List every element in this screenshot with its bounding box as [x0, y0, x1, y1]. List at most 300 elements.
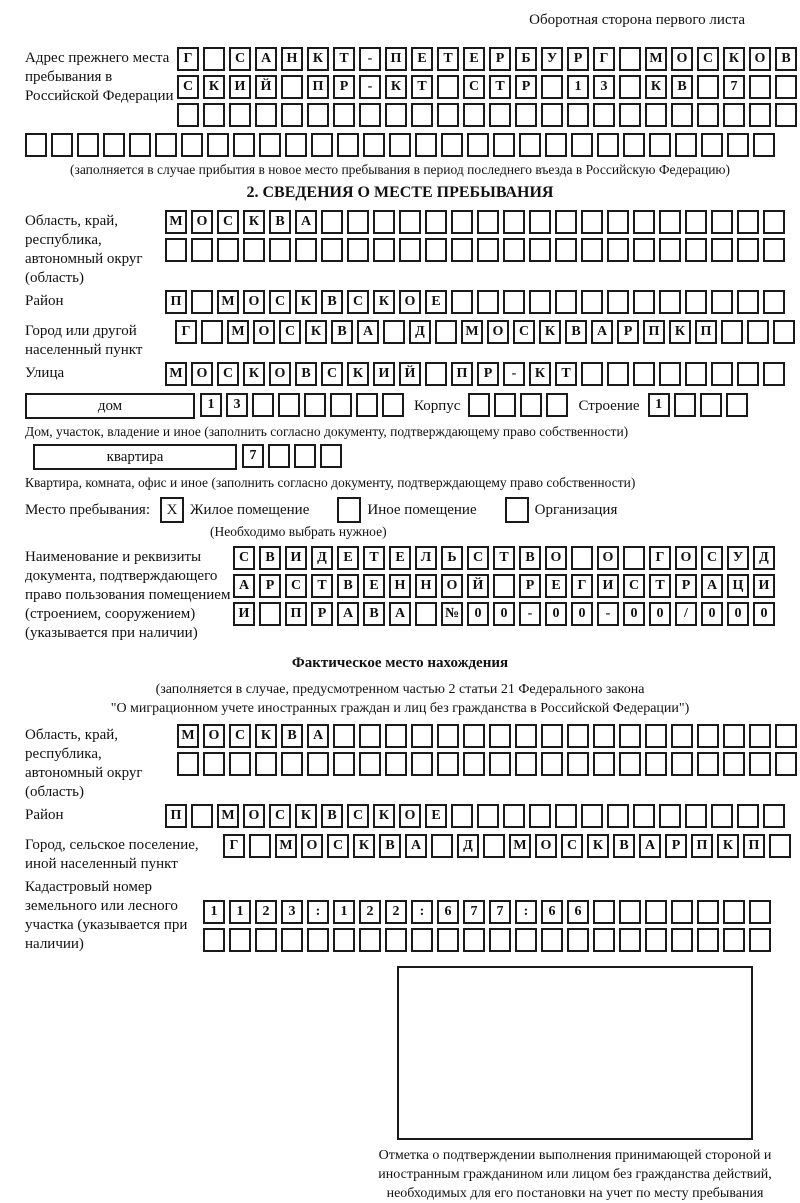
char-box: С — [467, 546, 489, 570]
char-box — [201, 320, 223, 344]
char-box: В — [379, 834, 401, 858]
char-box: Т — [411, 75, 433, 99]
char-box: Р — [477, 362, 499, 386]
char-box: А — [295, 210, 317, 234]
char-box — [389, 133, 411, 157]
kadastr-label: Кадастровый номер земельного или лесного участка (указывается при наличии) — [25, 879, 188, 952]
char-box — [546, 393, 568, 417]
char-box — [467, 133, 489, 157]
kadastr-boxes — [203, 876, 775, 956]
char-box: А — [389, 602, 411, 626]
char-box: С — [701, 546, 723, 570]
char-box — [431, 834, 453, 858]
field-oblast — [25, 210, 775, 288]
char-box: Г — [177, 47, 199, 71]
char-box — [411, 752, 433, 776]
char-box — [468, 393, 490, 417]
kvartira-type-box: квартира — [33, 444, 237, 470]
char-box — [385, 928, 407, 952]
char-box — [181, 133, 203, 157]
char-box: К — [723, 47, 745, 71]
char-box — [697, 900, 719, 924]
char-box — [489, 103, 511, 127]
char-box — [633, 362, 655, 386]
char-box — [555, 804, 577, 828]
char-box — [359, 103, 381, 127]
char-box-row — [165, 804, 789, 828]
char-box: Т — [363, 546, 385, 570]
char-box — [330, 393, 352, 417]
char-box: С — [217, 362, 239, 386]
char-box-row — [177, 752, 800, 776]
char-box — [255, 928, 277, 952]
char-box — [463, 928, 485, 952]
char-box — [633, 210, 655, 234]
char-box — [701, 133, 723, 157]
char-box — [269, 238, 291, 262]
char-box — [229, 928, 251, 952]
char-box: Т — [555, 362, 577, 386]
rayon-label: Район — [25, 293, 64, 309]
char-box: К — [717, 834, 739, 858]
char-box: П — [451, 362, 473, 386]
char-box — [775, 724, 797, 748]
char-box: № — [441, 602, 463, 626]
char-box — [645, 103, 667, 127]
char-box — [529, 290, 551, 314]
char-box — [259, 602, 281, 626]
char-box: П — [165, 804, 187, 828]
char-box — [555, 290, 577, 314]
char-box: С — [623, 574, 645, 598]
char-box — [659, 804, 681, 828]
kvartira-caption: Квартира, комната, офис и иное (заполнить согласно документу, подтверждающему право собственности) — [25, 475, 636, 490]
ulitsa-label: Улица — [25, 365, 65, 381]
char-box — [711, 804, 733, 828]
char-box — [307, 103, 329, 127]
char-box: М — [165, 210, 187, 234]
char-box — [385, 752, 407, 776]
char-box — [723, 103, 745, 127]
char-box: Р — [489, 47, 511, 71]
char-box: К — [243, 362, 265, 386]
char-box: С — [347, 804, 369, 828]
char-box: Р — [333, 75, 355, 99]
char-box: С — [233, 546, 255, 570]
char-box-row — [233, 574, 779, 598]
char-box — [775, 752, 797, 776]
char-box — [333, 724, 355, 748]
field-oblast-2 — [25, 724, 775, 802]
char-box — [373, 238, 395, 262]
char-box: В — [269, 210, 291, 234]
char-box: Р — [259, 574, 281, 598]
char-box: К — [243, 210, 265, 234]
char-box — [415, 133, 437, 157]
char-box — [697, 103, 719, 127]
char-box: У — [541, 47, 563, 71]
char-box — [347, 238, 369, 262]
char-box — [619, 752, 641, 776]
char-box — [581, 238, 603, 262]
char-box — [337, 133, 359, 157]
factual-title: Фактическое место нахождения — [291, 655, 509, 671]
char-box — [307, 928, 329, 952]
char-box — [385, 103, 407, 127]
char-box — [515, 103, 537, 127]
rayon-2-label: Район — [25, 807, 64, 823]
char-box: Л — [415, 546, 437, 570]
char-box — [685, 290, 707, 314]
char-box — [607, 362, 629, 386]
char-box — [529, 210, 551, 234]
char-box: М — [227, 320, 249, 344]
char-box: С — [285, 574, 307, 598]
char-box: / — [675, 602, 697, 626]
stamp-area — [378, 966, 775, 1203]
char-box: Д — [311, 546, 333, 570]
char-box — [737, 290, 759, 314]
char-box: Д — [753, 546, 775, 570]
char-box — [411, 928, 433, 952]
char-box: И — [285, 546, 307, 570]
char-box: П — [385, 47, 407, 71]
char-box — [243, 238, 265, 262]
char-box-row-overflow — [25, 133, 775, 157]
char-box — [633, 804, 655, 828]
char-box: 7 — [723, 75, 745, 99]
char-box — [307, 752, 329, 776]
char-box — [737, 804, 759, 828]
char-box — [333, 103, 355, 127]
char-box — [489, 928, 511, 952]
char-box: - — [503, 362, 525, 386]
char-box — [753, 133, 775, 157]
char-box: Ь — [441, 546, 463, 570]
char-box — [463, 724, 485, 748]
char-box: О — [399, 290, 421, 314]
char-box — [645, 928, 667, 952]
field-gorod — [25, 320, 775, 360]
char-box — [383, 320, 405, 344]
checkbox-organizatsiya — [505, 497, 529, 523]
char-box: Н — [389, 574, 411, 598]
char-box — [129, 133, 151, 157]
char-box: 1 — [648, 393, 670, 417]
char-box — [177, 752, 199, 776]
char-box — [711, 290, 733, 314]
char-box — [726, 393, 748, 417]
char-box — [645, 752, 667, 776]
char-box-row — [177, 47, 800, 71]
char-box — [295, 238, 317, 262]
char-box — [545, 133, 567, 157]
char-box — [281, 103, 303, 127]
char-box — [775, 75, 797, 99]
char-box — [503, 210, 525, 234]
char-box — [645, 724, 667, 748]
char-box: Р — [665, 834, 687, 858]
char-box: 7 — [489, 900, 511, 924]
char-box — [477, 210, 499, 234]
char-box — [685, 238, 707, 262]
char-box: К — [255, 724, 277, 748]
char-box — [281, 75, 303, 99]
char-box: Д — [409, 320, 431, 344]
char-box: 1 — [200, 393, 222, 417]
char-box: Ц — [727, 574, 749, 598]
char-box — [333, 752, 355, 776]
char-box — [356, 393, 378, 417]
char-box: Т — [493, 546, 515, 570]
char-box — [515, 928, 537, 952]
char-box: А — [255, 47, 277, 71]
char-box — [659, 210, 681, 234]
char-box — [437, 752, 459, 776]
char-box: В — [519, 546, 541, 570]
char-box — [503, 804, 525, 828]
char-box: В — [331, 320, 353, 344]
char-box: В — [775, 47, 797, 71]
char-box: Т — [311, 574, 333, 598]
char-box — [255, 103, 277, 127]
char-box: А — [337, 602, 359, 626]
char-box — [363, 133, 385, 157]
char-box — [581, 362, 603, 386]
char-box — [541, 752, 563, 776]
char-box-row — [177, 724, 800, 748]
char-box — [749, 752, 771, 776]
char-box — [737, 238, 759, 262]
char-box — [203, 47, 225, 71]
char-box: С — [347, 290, 369, 314]
char-box: С — [229, 724, 251, 748]
char-box — [285, 133, 307, 157]
char-box: Р — [515, 75, 537, 99]
char-box: 3 — [226, 393, 248, 417]
char-box — [749, 928, 771, 952]
char-box — [489, 752, 511, 776]
char-box — [294, 444, 316, 468]
field-prev-address — [25, 47, 791, 131]
char-box — [593, 900, 615, 924]
stamp-caption: Отметка о подтверждении выполнения принимающей стороной и иностранным гражданином или лицом без гражданства действий, необходимых для его постановки на учет по месту пребывания — [378, 1148, 772, 1201]
char-box: Й — [255, 75, 277, 99]
char-box: О — [597, 546, 619, 570]
char-box: К — [295, 804, 317, 828]
char-box — [607, 290, 629, 314]
char-box — [177, 103, 199, 127]
char-box: 0 — [493, 602, 515, 626]
field-ulitsa — [25, 362, 775, 390]
char-box — [451, 210, 473, 234]
char-box: М — [645, 47, 667, 71]
char-box — [519, 133, 541, 157]
option-inoe-label: Иное помещение — [367, 502, 477, 518]
option-organizatsiya-label: Организация — [534, 502, 618, 518]
char-box-row — [223, 834, 795, 858]
char-box — [723, 752, 745, 776]
char-box — [711, 210, 733, 234]
char-box — [103, 133, 125, 157]
char-box: К — [669, 320, 691, 344]
char-box: К — [307, 47, 329, 71]
char-box-row — [203, 900, 775, 924]
char-box: Е — [425, 290, 447, 314]
char-box: Р — [311, 602, 333, 626]
oblast-2-label: Область, край, республика, автономный округ (область) — [25, 727, 143, 800]
char-box: И — [233, 602, 255, 626]
char-box — [435, 320, 457, 344]
char-box-row — [233, 546, 779, 570]
char-box — [477, 804, 499, 828]
oblast-2-boxes — [177, 724, 800, 780]
char-box: У — [727, 546, 749, 570]
char-box — [477, 290, 499, 314]
char-box — [425, 362, 447, 386]
char-box — [494, 393, 516, 417]
char-box: В — [281, 724, 303, 748]
char-box — [541, 103, 563, 127]
field-rayon-2 — [25, 804, 775, 832]
char-box — [567, 928, 589, 952]
field-mesto-prebyvaniya — [25, 497, 775, 523]
char-box: О — [191, 362, 213, 386]
char-box: Г — [593, 47, 615, 71]
char-box: 0 — [545, 602, 567, 626]
field-gorod-2 — [25, 834, 775, 874]
korpus-label: Корпус — [414, 398, 461, 414]
char-box — [281, 928, 303, 952]
char-box — [278, 393, 300, 417]
prev-address-boxes — [177, 47, 800, 131]
char-box — [415, 602, 437, 626]
char-box: В — [321, 290, 343, 314]
char-box — [619, 928, 641, 952]
field-document — [25, 546, 775, 643]
char-box: 6 — [541, 900, 563, 924]
char-box — [571, 546, 593, 570]
char-box: Е — [411, 47, 433, 71]
char-box — [555, 210, 577, 234]
char-box — [773, 320, 795, 344]
char-box: М — [217, 804, 239, 828]
char-box — [671, 752, 693, 776]
char-box: 2 — [255, 900, 277, 924]
char-box: К — [295, 290, 317, 314]
char-box — [619, 724, 641, 748]
char-box: С — [279, 320, 301, 344]
char-box: В — [337, 574, 359, 598]
dom-type-box: дом — [25, 393, 195, 419]
char-box: К — [203, 75, 225, 99]
char-box — [697, 928, 719, 952]
section2-title: 2. СВЕДЕНИЯ О МЕСТЕ ПРЕБЫВАНИЯ — [246, 184, 554, 201]
char-box — [711, 238, 733, 262]
char-box: И — [597, 574, 619, 598]
field-dom — [25, 393, 775, 421]
char-box — [233, 133, 255, 157]
char-box — [685, 210, 707, 234]
char-box: Р — [617, 320, 639, 344]
char-box — [769, 834, 791, 858]
char-box — [477, 238, 499, 262]
char-box — [207, 133, 229, 157]
char-box — [229, 752, 251, 776]
char-box: - — [519, 602, 541, 626]
char-box: О — [191, 210, 213, 234]
char-box: С — [177, 75, 199, 99]
char-box — [489, 724, 511, 748]
checkbox-zhiloe: X — [160, 497, 184, 523]
char-box — [425, 238, 447, 262]
char-box: 3 — [593, 75, 615, 99]
char-box: О — [243, 804, 265, 828]
char-box — [359, 724, 381, 748]
char-box — [659, 362, 681, 386]
char-box — [203, 752, 225, 776]
char-box: 0 — [623, 602, 645, 626]
char-box: П — [165, 290, 187, 314]
char-box — [763, 362, 785, 386]
char-box — [697, 752, 719, 776]
stamp-box — [397, 966, 753, 1140]
char-box: Е — [337, 546, 359, 570]
char-box: : — [411, 900, 433, 924]
char-box — [311, 133, 333, 157]
char-box — [685, 362, 707, 386]
char-box: С — [269, 804, 291, 828]
char-box: О — [301, 834, 323, 858]
char-box — [359, 752, 381, 776]
char-box: П — [695, 320, 717, 344]
char-box: К — [373, 804, 395, 828]
gorod-label: Город или другой населенный пункт — [25, 323, 143, 358]
char-box-row — [177, 75, 800, 99]
char-box: Б — [515, 47, 537, 71]
char-box: 3 — [281, 900, 303, 924]
char-box: С — [561, 834, 583, 858]
char-box: В — [295, 362, 317, 386]
char-box — [25, 133, 47, 157]
char-box — [607, 210, 629, 234]
char-box — [581, 290, 603, 314]
char-box: П — [307, 75, 329, 99]
page-header: Оборотная сторона первого листа — [529, 12, 745, 28]
char-box: К — [587, 834, 609, 858]
field-rayon — [25, 290, 775, 318]
char-box: 2 — [359, 900, 381, 924]
char-box: Т — [333, 47, 355, 71]
char-box — [259, 133, 281, 157]
char-box — [437, 103, 459, 127]
char-box — [191, 804, 213, 828]
char-box — [671, 900, 693, 924]
char-box — [399, 238, 421, 262]
char-box — [593, 752, 615, 776]
char-box: Е — [545, 574, 567, 598]
char-box: Й — [399, 362, 421, 386]
char-box: О — [399, 804, 421, 828]
char-box: К — [385, 75, 407, 99]
char-box: О — [243, 290, 265, 314]
char-box: М — [217, 290, 239, 314]
char-box-row — [175, 320, 799, 344]
char-box: М — [509, 834, 531, 858]
char-box — [671, 928, 693, 952]
char-box: 7 — [463, 900, 485, 924]
char-box — [399, 210, 421, 234]
